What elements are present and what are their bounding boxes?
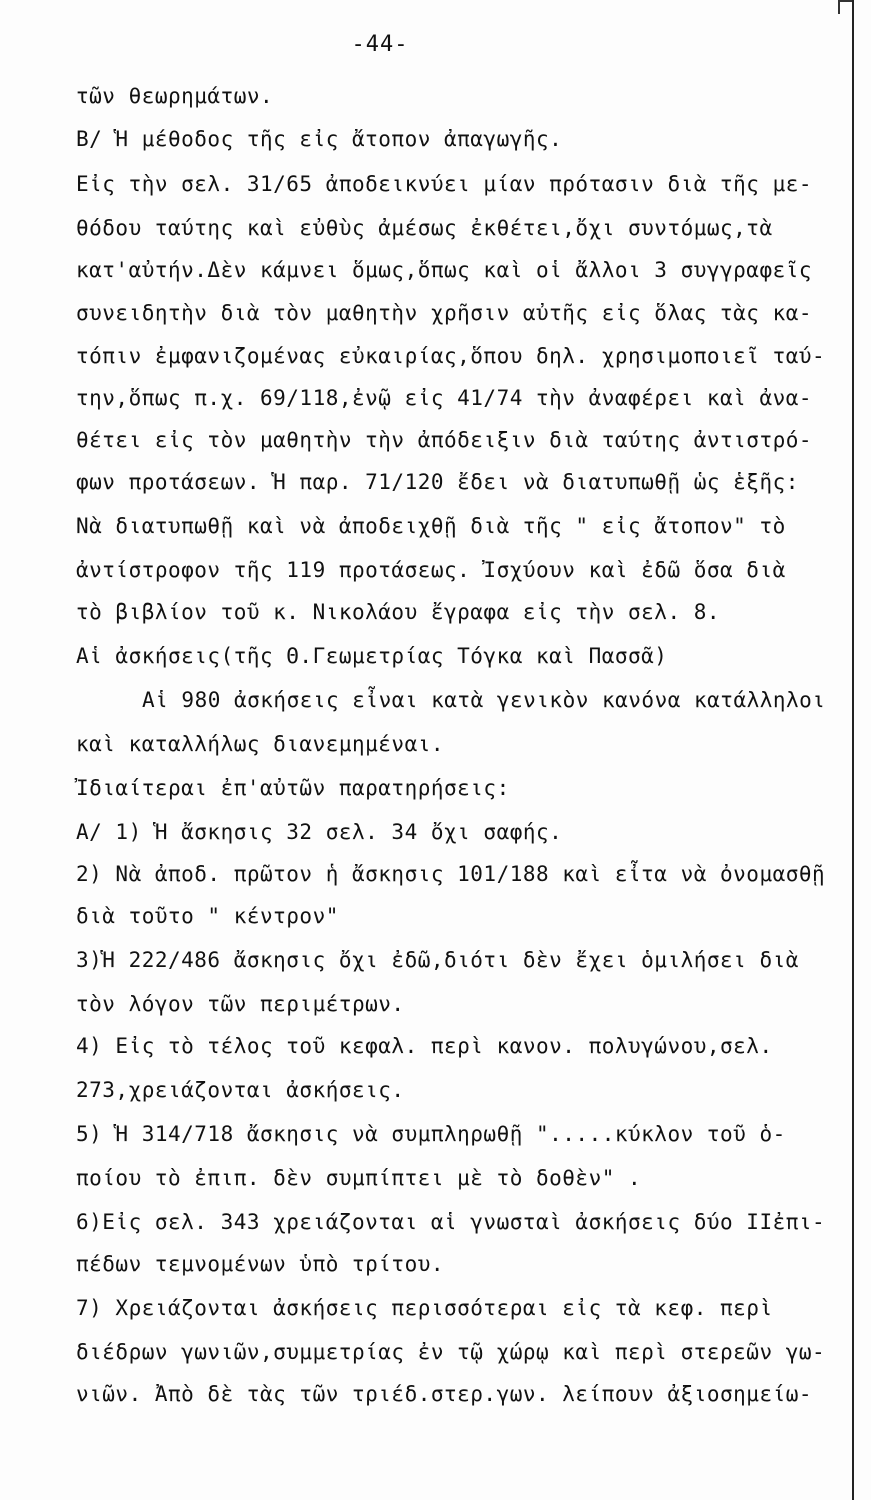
text-line: νιῶν. Ἀπὸ δὲ τὰς τῶν τριέδ.στερ.γων. λείπουν ἀξιοσημείω-: [76, 1382, 813, 1406]
text-line: Β/ Ἡ μέθοδος τῆς εἰς ἄτοπον ἀπαγωγῆς.: [76, 127, 563, 151]
text-line: φων προτάσεων. Ἡ παρ. 71/120 ἔδει νὰ διατυπωθῇ ὡς ἑξῆς:: [76, 470, 799, 494]
list-item: 6)Εἰς σελ. 343 χρειάζονται αἱ γνωσταὶ ἀσκήσεις δύο ΙΙἐπι-: [76, 1210, 826, 1234]
text-line: τόπιν ἐμφανιζομένας εὐκαιρίας,ὅπου δηλ. χρησιμοποιεῖ ταύ-: [76, 344, 826, 368]
list-item: Α/ 1) Ἡ ἄσκησις 32 σελ. 34 ὄχι σαφής.: [76, 820, 563, 844]
list-item: 2) Νὰ ἀποδ. πρῶτον ἡ ἄσκησις 101/188 καὶ εἶτα νὰ ὀνομασθῇ: [76, 862, 826, 886]
text-line: συνειδητὴν διὰ τὸν μαθητὴν χρῆσιν αὐτῆς εἰς ὅλας τὰς κα-: [76, 301, 813, 325]
text-line: διὰ τοῦτο " κέντρον": [76, 904, 339, 928]
text-line: ποίου τὸ ἐπιπ. δὲν συμπίπτει μὲ τὸ δοθὲν" .: [76, 1166, 642, 1190]
text-line: διέδρων γωνιῶν,συμμετρίας ἐν τῷ χώρῳ καὶ περὶ στερεῶν γω-: [76, 1340, 826, 1364]
text-line: καὶ καταλλήλως διανεμημέναι.: [76, 732, 445, 756]
text-line: 273,χρειάζονται ἀσκήσεις.: [76, 1078, 405, 1102]
text-line: την,ὅπως π.χ. 69/118,ἐνῷ εἰς 41/74 τὴν ἀναφέρει καὶ ἀνα-: [76, 386, 813, 410]
corner-mark: [838, 0, 852, 14]
text-line: τῶν θεωρημάτων.: [76, 84, 274, 108]
list-item: 7) Χρειάζονται ἀσκήσεις περισσότεραι εἰς τὰ κεφ. περὶ: [76, 1296, 773, 1320]
text-line: Αἱ 980 ἀσκήσεις εἶναι κατὰ γενικὸν κανόνα κατάλληλοι: [142, 688, 826, 712]
text-line: Ἰδιαίτεραι ἐπ'αὐτῶν παρατηρήσεις:: [76, 776, 510, 800]
text-line: πέδων τεμνομένων ὑπὸ τρίτου.: [76, 1252, 445, 1276]
list-item: 5) Ἡ 314/718 ἄσκησις νὰ συμπληρωθῇ ".....κύκλον τοῦ ὁ-: [76, 1122, 786, 1146]
text-line: Νὰ διατυπωθῇ καὶ νὰ ἀποδειχθῇ διὰ τῆς " εἰς ἄτοπον" τὸ: [76, 514, 786, 538]
list-item: 3)Ἡ 222/486 ἄσκησις ὄχι ἐδῶ,διότι δὲν ἔχει ὁμιλήσει διὰ: [76, 948, 799, 972]
text-line: ἀντίστροφον τῆς 119 προτάσεως. Ἰσχύουν καὶ ἐδῶ ὅσα διὰ: [76, 558, 786, 582]
text-line: Εἰς τὴν σελ. 31/65 ἀποδεικνύει μίαν πρότασιν διὰ τῆς με-: [76, 172, 813, 196]
list-item: 4) Εἰς τὸ τέλος τοῦ κεφαλ. περὶ κανον. πολυγώνου,σελ.: [76, 1034, 773, 1058]
text-line: τὸν λόγον τῶν περιμέτρων.: [76, 992, 405, 1016]
text-line: θέτει εἰς τὸν μαθητὴν τὴν ἀπόδειξιν διὰ ταύτης ἀντιστρό-: [76, 428, 813, 452]
page-number: -44-: [351, 32, 409, 57]
section-heading: Αἱ ἀσκήσεις(τῆς Θ.Γεωμετρίας Τόγκα καὶ Πασσᾶ): [76, 644, 668, 668]
text-line: θόδου ταύτης καὶ εὐθὺς ἀμέσως ἐκθέτει,ὄχι συντόμως,τὰ: [76, 216, 773, 240]
text-line: κατ'αὐτήν.Δὲν κάμνει ὅμως,ὅπως καὶ οἱ ἄλλοι 3 συγγραφεῖς: [76, 258, 813, 282]
text-line: τὸ βιβλίον τοῦ κ. Νικολάου ἔγραφα εἰς τὴν σελ. 8.: [76, 600, 721, 624]
right-margin-rule: [852, 0, 854, 1500]
